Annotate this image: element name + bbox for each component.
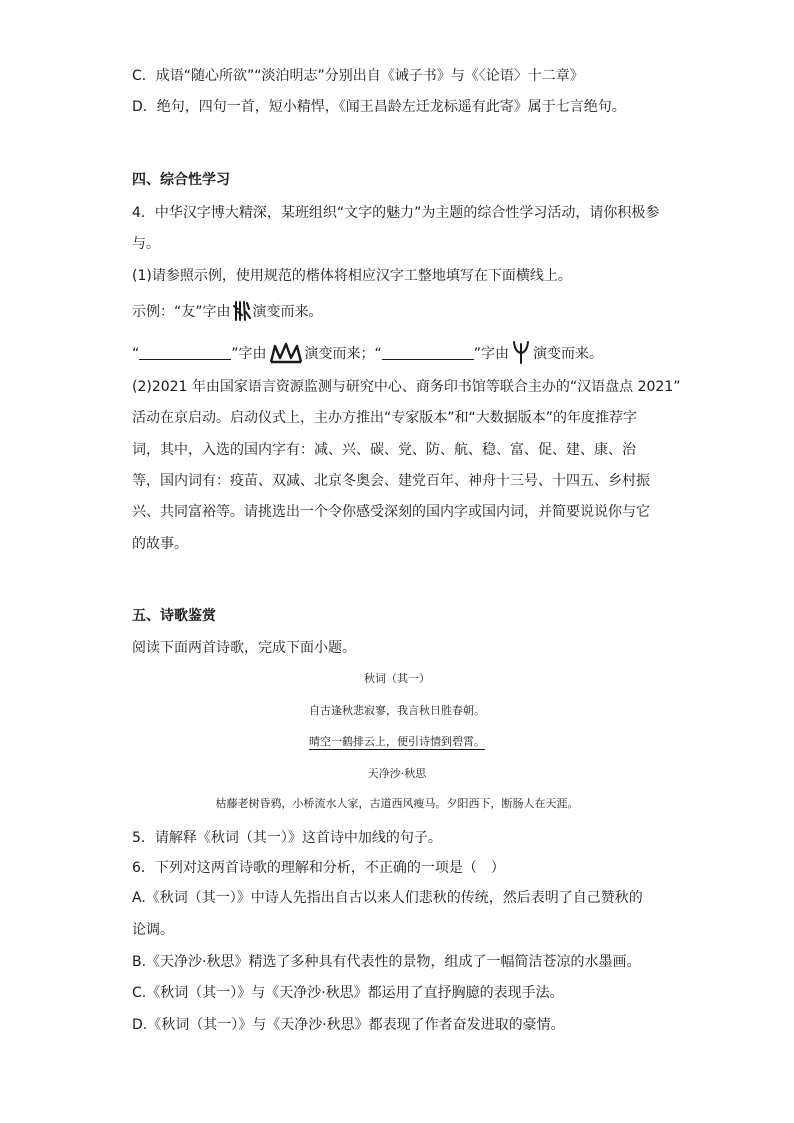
option-d: D．绝句，四句一首，短小精悍，《闻王昌龄左迁龙标遥有此寄》属于七言绝句。 (132, 99, 626, 115)
poem-2-title: 天净沙·秋思 (367, 767, 427, 780)
subquestion-1: (1)请参照示例，使用规范的楷体将相应汉字工整地填写在下面横线上。 (132, 268, 572, 284)
section-heading-5: 五、诗歌鉴赏 (132, 608, 216, 624)
section-heading-4: 四、综合性学习 (132, 172, 230, 188)
option-a-line-2: 论调。 (132, 922, 174, 938)
fill-text-3: ”字由 (473, 346, 510, 362)
poem-1-line-1: 自古逢秋悲寂寥，我言秋日胜春朝。 (309, 704, 485, 717)
example-prefix: 示例：“友”字由 (132, 304, 231, 320)
subquestion-2-line-3: 词，其中，入选的国内字有：减、兴、碳、党、防、航、稳、富、促、建、康、治 (132, 442, 636, 458)
option-d: D.《秋词（其一）》与《天净沙·秋思》都表现了作者奋发进取的豪情。 (132, 1017, 565, 1033)
fill-blank-line (132, 340, 603, 370)
reading-intro: 阅读下面两首诗歌，完成下面小题。 (132, 640, 356, 656)
subquestion-2-line-1: (2)2021 年由国家语言资源监测与研究中心、商务印书馆等联合主办的“汉语盘点 2021” (132, 379, 681, 395)
ancient-you-glyph-icon (233, 300, 251, 328)
example-line (132, 300, 323, 328)
question-4-line-2: 与。 (132, 236, 160, 252)
option-c: C．成语“随心所欲”“淡泊明志”分别出自《诫子书》与《〈论语〉十二章》 (132, 68, 584, 84)
subquestion-2-line-5: 兴、共同富裕等。请挑选出一个令你感受深刻的国内字或国内词，并简要说说你与它 (132, 504, 650, 520)
poem-2-body: 枯藤老树昏鸦，小桥流水人家，古道西风瘦马。夕阳西下，断肠人在天涯。 (215, 797, 579, 810)
ancient-grass-glyph-icon (511, 340, 531, 370)
example-suffix: 演变而来。 (252, 304, 323, 320)
quote-open-1: “ (132, 346, 140, 362)
option-b: B.《天净沙·秋思》精选了多种具有代表性的景物，组成了一幅简洁苍凉的水墨画。 (132, 954, 641, 970)
fill-text-1: ”字由 (231, 346, 267, 362)
fill-text-end: 演变而来。 (533, 346, 604, 362)
underlined-verse: 晴空一鹤排云上，便引诗情到碧霄。 (309, 735, 485, 748)
subquestion-2-line-2: 活动在京启动。启动仪式上，主办方推出“专家版本”和“大数据版本”的年度推荐字 (132, 410, 638, 426)
subquestion-2-line-6: 的故事。 (132, 536, 188, 552)
answer-blank-2[interactable] (382, 345, 474, 360)
ancient-shan-glyph-icon (269, 342, 303, 370)
question-4-line-1: 4．中华汉字博大精深，某班组织“文字的魅力”为主题的综合性学习活动，请你积极参 (132, 205, 660, 221)
option-c: C.《秋词（其一）》与《天净沙·秋思》都运用了直抒胸臆的表现手法。 (132, 985, 564, 1001)
question-6: 6．下列对这两首诗歌的理解和分析，不正确的一项是（ ） (132, 860, 505, 876)
poem-1-title: 秋词（其一） (364, 672, 430, 685)
option-a-line-1: A.《秋词（其一）》中诗人先指出自古以来人们悲秋的传统，然后表明了自己赞秋的 (132, 890, 643, 906)
answer-blank-1[interactable] (139, 345, 231, 360)
subquestion-2-line-4: 等，国内词有：疫苗、双减、北京冬奥会、建党百年、神舟十三号、十四五、乡村振 (132, 473, 650, 489)
question-5: 5．请解释《秋词（其一）》这首诗中加线的句子。 (132, 830, 442, 846)
poem-1-line-2 (0, 734, 794, 750)
fill-text-2: 演变而来；“ (304, 346, 382, 362)
